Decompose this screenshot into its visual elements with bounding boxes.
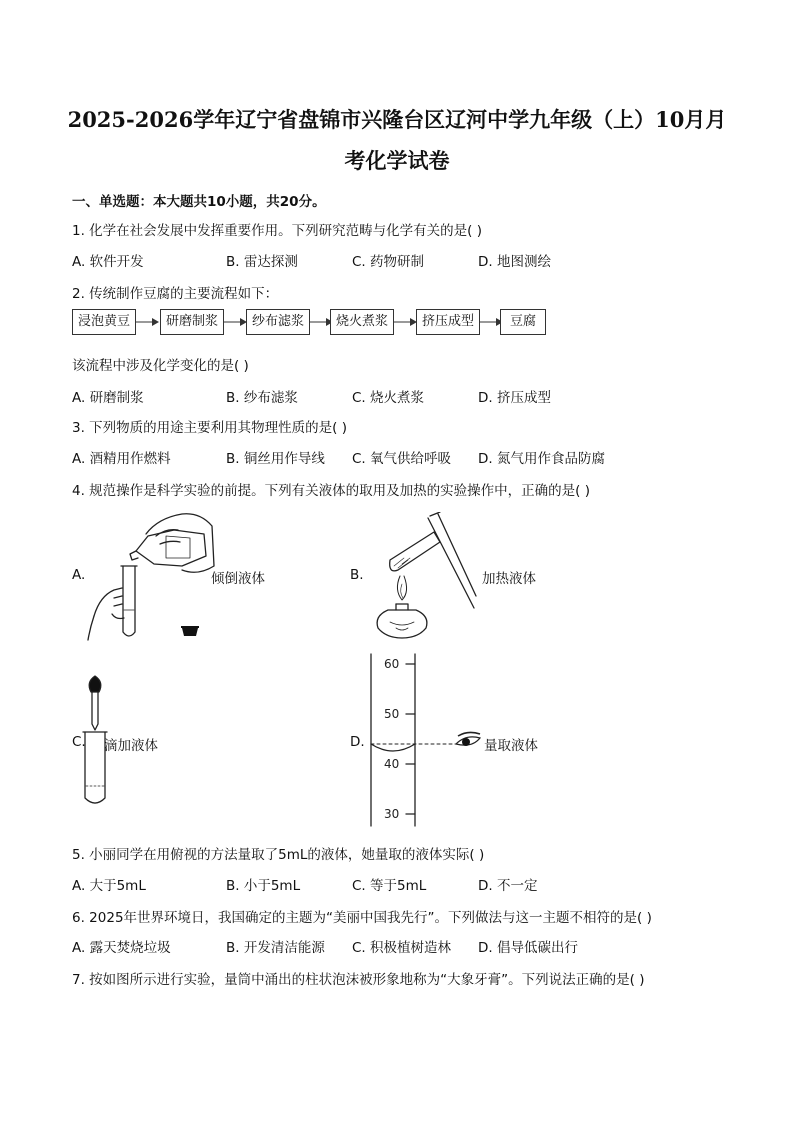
question-3-option-d: D. 氮气用作食品防腐 [478,451,605,467]
question-2-question: 该流程中涉及化学变化的是( ) [72,358,249,374]
flow-step-1: 浸泡黄豆 [72,309,136,335]
figure-c-letter: C. [72,734,86,750]
section-header: 一、单选题：本大题共10小题，共20分。 [72,194,326,210]
pouring-liquid-figure [86,506,216,644]
cylinder-tick-50: 50 [384,707,400,721]
question-5-option-c: C. 等于5mL [352,878,427,894]
cylinder-tick-30: 30 [384,807,400,821]
stopper-icon [181,627,199,636]
question-4-stem: 4. 规范操作是科学实验的前提。下列有关液体的取用及加热的实验操作中，正确的是( ) [72,483,590,499]
question-1-option-d: D. 地图测绘 [478,254,551,270]
question-2-option-b: B. 纱布滤浆 [226,390,298,406]
figure-d-letter: D. [350,734,365,750]
flow-step-3: 纱布滤浆 [246,309,310,335]
figure-a-label: 倾倒液体 [211,571,265,587]
figure-d-label: 量取液体 [484,738,538,754]
question-3-option-c: C. 氧气供给呼吸 [352,451,452,467]
flow-arrow-icon [392,309,418,335]
figure-b-letter: B. [350,567,364,583]
question-5-option-d: D. 不一定 [478,878,538,894]
flow-step-4: 烧火煮浆 [330,309,394,335]
flow-step-6: 豆腐 [500,309,546,335]
question-5-stem: 5. 小丽同学在用俯视的方法量取了5mL的液体，她量取的液体实际( ) [72,847,485,863]
flow-step-5: 挤压成型 [416,309,480,335]
question-1-option-a: A. 软件开发 [72,254,144,270]
question-5-option-a: A. 大于5mL [72,878,146,894]
figure-a-letter: A. [72,567,86,583]
question-6-option-a: A. 露天焚烧垃圾 [72,940,171,956]
question-6-option-d: D. 倡导低碳出行 [478,940,578,956]
page-title-line1: 2025-2026学年辽宁省盘锦市兴隆台区辽河中学九年级（上）10月月 [67,107,727,132]
question-2-stem: 2. 传统制作豆腐的主要流程如下： [72,286,279,302]
eye-icon [456,732,480,746]
question-2-option-c: C. 烧火煮浆 [352,390,425,406]
cylinder-tick-60: 60 [384,657,400,671]
question-6-option-b: B. 开发清洁能源 [226,940,325,956]
figure-b-label: 加热液体 [482,571,536,587]
question-5-option-b: B. 小于5mL [226,878,301,894]
question-1-stem: 1. 化学在社会发展中发挥重要作用。下列研究范畴与化学有关的是( ) [72,223,482,239]
heating-liquid-figure [368,512,478,640]
flow-arrow-icon [222,309,248,335]
graduated-cylinder-figure [368,652,488,828]
question-3-option-a: A. 酒精用作燃料 [72,451,171,467]
question-3-option-b: B. 铜丝用作导线 [226,451,325,467]
question-6-stem: 6. 2025年世界环境日，我国确定的主题为“美丽中国我先行”。下列做法与这一主题不相符的是( ) [72,910,652,926]
figure-c-label: 滴加液体 [104,738,158,754]
question-3-stem: 3. 下列物质的用途主要利用其物理性质的是( ) [72,420,347,436]
question-2-option-d: D. 挤压成型 [478,390,551,406]
flow-step-2: 研磨制浆 [160,309,224,335]
question-2-option-a: A. 研磨制浆 [72,390,144,406]
question-1-option-b: B. 雷达探测 [226,254,298,270]
cylinder-tick-40: 40 [384,757,400,771]
flow-arrow-icon [134,309,160,335]
question-7-stem: 7. 按如图所示进行实验，量筒中涌出的柱状泡沫被形象地称为“大象牙膏”。下列说法正确的是( ) [72,972,645,988]
question-1-option-c: C. 药物研制 [352,254,425,270]
page-title-line2: 考化学试卷 [344,148,450,173]
question-6-option-c: C. 积极植树造林 [352,940,452,956]
